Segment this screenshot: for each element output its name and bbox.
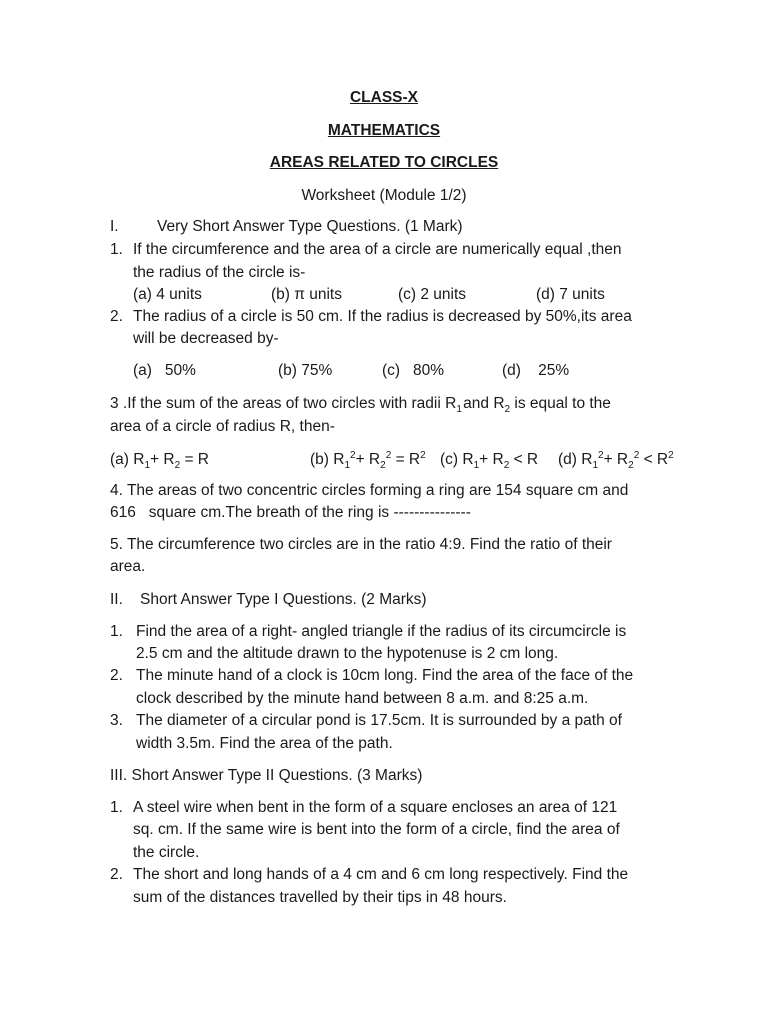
s3-q1-line3: the circle. — [133, 844, 200, 861]
s2-q1-line1: Find the area of a right- angled triangle if the radius of its circumcircle is — [136, 623, 627, 640]
s2-q2-number: 2. — [110, 667, 123, 684]
s2-q3-number: 3. — [110, 712, 123, 729]
s2-q1-line2: 2.5 cm and the altitude drawn to the hypotenuse is 2 cm long. — [136, 645, 559, 662]
q1-line1: If the circumference and the area of a circle are numerically equal ,then — [133, 241, 622, 258]
q2-option-d: (d) 25% — [502, 362, 570, 379]
s2-q2-line1: The minute hand of a clock is 10cm long. Find the area of the face of the — [136, 667, 634, 684]
section2-title: Short Answer Type I Questions. (2 Marks) — [140, 591, 427, 608]
q2-line1: The radius of a circle is 50 cm. If the radius is decreased by 50%,its area — [133, 308, 632, 325]
s3-q2-line2: sum of the distances travelled by their tips in 48 hours. — [133, 889, 507, 906]
s2-q1-number: 1. — [110, 623, 123, 640]
s3-q2-number: 2. — [110, 866, 123, 883]
s2-q3-line2: width 3.5m. Find the area of the path. — [136, 735, 393, 752]
q2-option-a: (a) 50% — [133, 362, 196, 379]
q3-option-c: (c) $R_1+ R_2 < R$ — [440, 451, 539, 472]
q3-option-b: (b) $R_1^2+ R_2^2 = R^2$ — [310, 449, 426, 472]
section3-title: III. Short Answer Type II Questions. (3 Marks) — [110, 767, 423, 784]
q2-option-c: (c) 80% — [382, 362, 445, 379]
q1-option-d: (d) 7 units — [536, 286, 605, 303]
q2-option-b: (b) 75% — [278, 362, 333, 379]
q3-option-a: (a) $R_1+ R_2 = R$ — [110, 451, 209, 472]
q4-line1: 4. The areas of two concentric circles forming a ring are 154 square cm and — [110, 482, 629, 499]
q3-line2: area of a circle of radius R, then- — [110, 418, 335, 435]
s3-q1-number: 1. — [110, 799, 123, 816]
s3-q2-line1: The short and long hands of a 4 cm and 6 cm long respectively. Find the — [133, 866, 629, 883]
q5-line1: 5. The circumference two circles are in the ratio 4:9. Find the ratio of their — [110, 536, 612, 553]
section1-title: Very Short Answer Type Questions. (1 Mark) — [157, 218, 463, 235]
s2-q2-line2: clock described by the minute hand between 8 a.m. and 8:25 a.m. — [136, 690, 589, 707]
q1-option-c: (c) 2 units — [398, 286, 467, 303]
q4-line2: 616 square cm.The breath of the ring is --------------- — [110, 504, 471, 521]
class-heading: CLASS-X — [349, 89, 419, 106]
s3-q1-line2: sq. cm. If the same wire is bent into the form of a circle, find the area of — [133, 821, 620, 838]
q2-number: 2. — [110, 308, 123, 325]
section1-numeral: I. — [110, 218, 119, 235]
q1-option-b: (b) π units — [271, 286, 342, 303]
q1-line2: the radius of the circle is- — [133, 264, 306, 281]
worksheet-heading: Worksheet (Module 1/2) — [301, 187, 467, 204]
q3-line1: 3 .If the sum of the areas of two circles with radii $R_1$ and $R_2$ is equal to the — [110, 395, 611, 416]
s3-q1-line1: A steel wire when bent in the form of a square encloses an area of 121 — [133, 799, 618, 816]
section2-numeral: II. — [110, 591, 123, 608]
s2-q3-line1: The diameter of a circular pond is 17.5cm. It is surrounded by a path of — [136, 712, 622, 729]
subject-heading: MATHEMATICS — [327, 122, 441, 139]
q1-option-a: (a) 4 units — [133, 286, 202, 303]
q1-number: 1. — [110, 241, 123, 258]
q5-line2: area. — [110, 558, 146, 575]
topic-heading: AREAS RELATED TO CIRCLES — [269, 154, 499, 171]
q2-line2: will be decreased by- — [133, 330, 279, 347]
q3-option-d: (d) $R_1^2+ R_2^2 < R^2$ — [558, 449, 674, 472]
